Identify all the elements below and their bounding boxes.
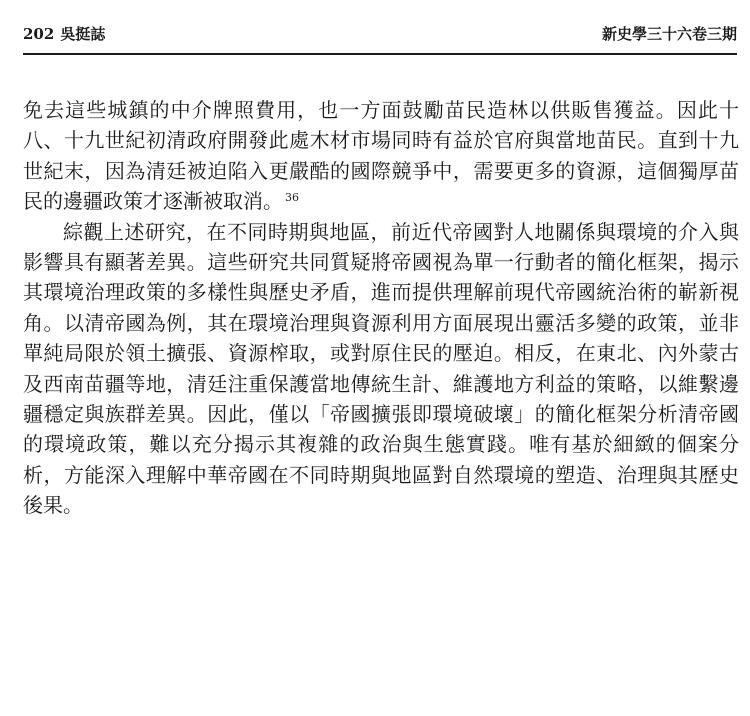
page-number: 202 — [23, 24, 55, 43]
journal-issue: 新史學三十六卷三期 — [601, 24, 737, 43]
article-body — [23, 95, 739, 521]
paragraph-1 — [23, 95, 739, 217]
paragraph-2: 綜觀上述研究，在不同時期與地區，前近代帝國對人地關係與環境的介入與影響具有顯著差異。這些研究共同質疑將帝國視為單一行動者的簡化框架，揭示其環境治理政策的多樣性與歷史矛盾，進而提供理解前現代帝國統治術的嶄新視角。以清帝國為例，其在環境治理與資源利用方面展現出靈活多變的政策，並非單純局限於領土擴張、資源榨取，或對原住民的壓迫。相反，在東北、內外蒙古及西南苗疆等地，清廷注重保護當地傳統生計、維護地方利益的策略，以維繫邊疆穩定與族群差異。因此，僅以「帝國擴張即環境破壞」的簡化框架分析清帝國的環境政策，難以充分揭示其複雜的政治與生態實踐。唯有基於細緻的個案分析，方能深入理解中華帝國在不同時期與地區對自然環境的塑造、治理與其歷史後果。 — [23, 219, 739, 518]
header-left — [23, 23, 105, 44]
header-divider — [23, 53, 737, 55]
paragraph-1-text: 免去這些城鎮的中介牌照費用，也一方面鼓勵苗民造林以供販售獲益。因此十八、十九世紀初清政府開發此處木材市場同時有益於官府與當地苗民。直到十九世紀末，因為清廷被迫陷入更嚴酷的國際競爭中，需要更多的資源，這個獨厚苗民的邊疆政策才逐漸被取消。 — [23, 98, 739, 214]
running-header — [23, 22, 737, 44]
footnote-ref-36[interactable]: 36 — [285, 190, 299, 204]
author-name: 吳挺誌 — [60, 24, 106, 43]
